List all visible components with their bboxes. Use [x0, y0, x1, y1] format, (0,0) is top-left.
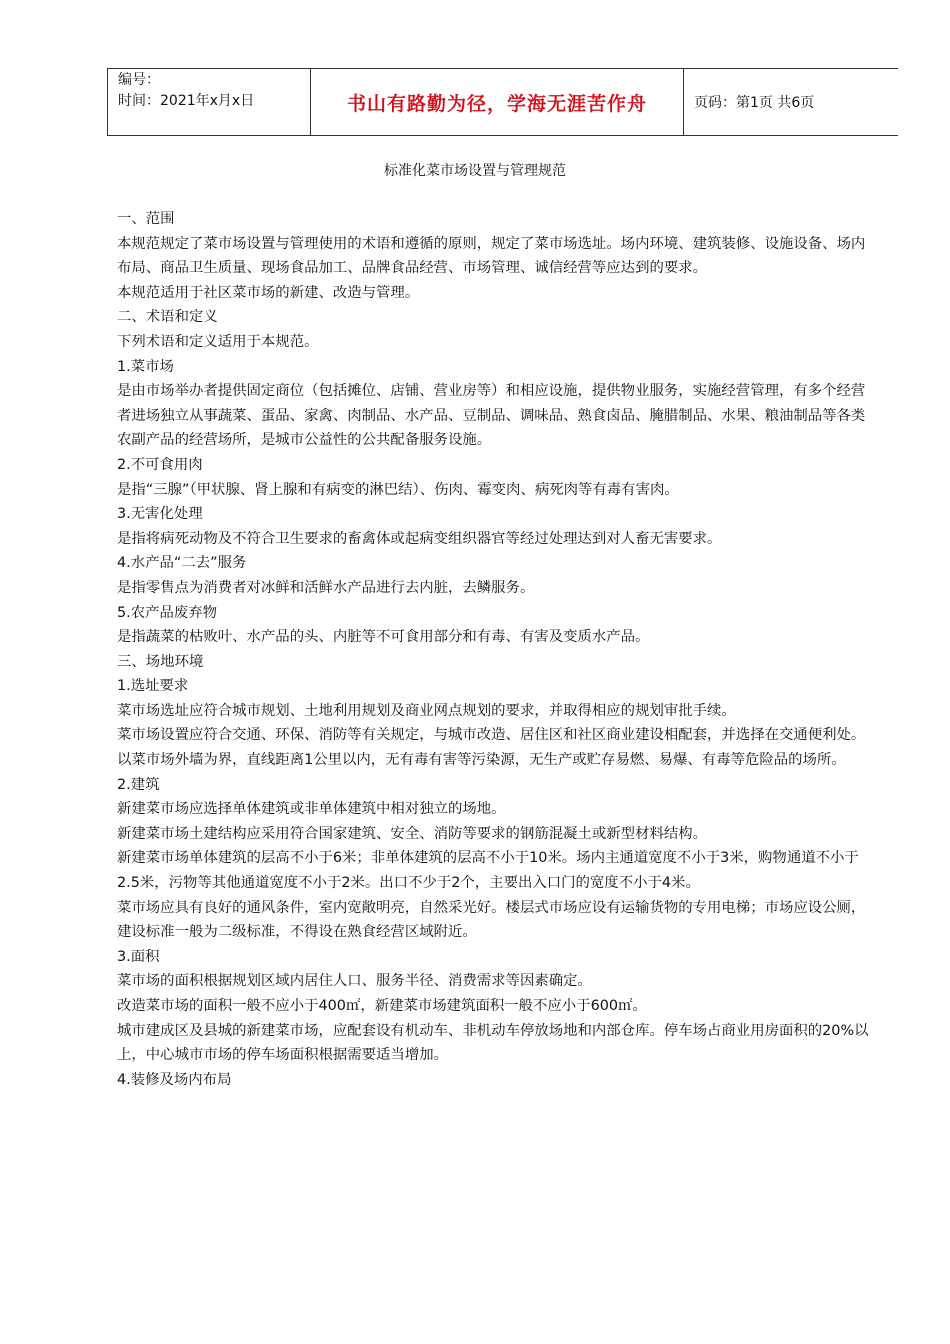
paragraph: 一、范围	[117, 211, 175, 227]
paragraph: 是由市场举办者提供固定商位（包括摊位、店铺、营业房等）和相应设施，提供物业服务，实施经营管理，有多个经营者进场独立从事蔬菜、蛋品、家禽、肉制品、水产品、豆制品、调味品、熟食卤品、腌腊制品、水果、粮油制品等各类农副产品的经营场所，是城市公益性的公共配备服务设施。	[117, 383, 866, 449]
paragraph: 新建菜市场土建结构应采用符合国家建筑、安全、消防等要求的钢筋混凝土或新型材料结构。	[117, 825, 708, 842]
paragraph: 本规范规定了菜市场设置与管理使用的术语和遵循的原则，规定了菜市场选址。场内环境、建筑装修、设施设备、场内布局、商品卫生质量、现场食品加工、品牌食品经营、市场管理、诚信经营等应达到的要求。	[117, 235, 866, 277]
paragraph: 2.不可食用肉	[117, 456, 203, 473]
paragraph: 城市建成区及县城的新建菜市场，应配套设有机动车、非机动车停放场地和内部仓库。停车场占商业用房面积的20%以上，中心城市市场的停车场面积根据需要适当增加。	[117, 1022, 869, 1064]
paragraph: 菜市场的面积根据规划区域内居住人口、服务半径、消费需求等因素确定。	[117, 973, 592, 990]
paragraph: 改造菜市场的面积一般不应小于400㎡，新建菜市场建筑面积一般不应小于600㎡。	[117, 998, 647, 1014]
header-page-cell	[684, 69, 898, 135]
paragraph: 是指“三腺”（甲状腺、肾上腺和有病变的淋巴结）、伤肉、霉变肉、病死肉等有毒有害肉。	[117, 481, 679, 498]
number-label: 编号：	[118, 72, 160, 88]
header-meta-cell	[108, 69, 311, 135]
paragraph: 三、场地环境	[117, 653, 204, 670]
paragraph: 1.选址要求	[117, 678, 189, 695]
paragraph: 4.水产品“二去”服务	[117, 555, 247, 572]
paragraph: 菜市场应具有良好的通风条件，室内宽敞明亮，自然采光好。楼层式市场应设有运输货物的专用电梯；市场应设公厕，建设标准一般为二级标准，不得设在熟食经营区域附近。	[117, 899, 866, 941]
paragraph: 是指零售点为消费者对冰鲜和活鲜水产品进行去内脏，去鳞服务。	[117, 579, 535, 596]
motto: 书山有路勤为径，学海无涯苦作舟	[346, 92, 647, 115]
paragraph: 下列术语和定义适用于本规范。	[117, 333, 319, 350]
paragraph: 新建菜市场应选择单体建筑或非单体建筑中相对独立的场地。	[117, 801, 506, 818]
paragraph: 4.装修及场内布局	[117, 1071, 232, 1088]
paragraph: 菜市场选址应符合城市规划、土地利用规划及商业网点规划的要求，并取得相应的规划审批手续。	[117, 702, 736, 719]
paragraph: 新建菜市场单体建筑的层高不小于6米；非单体建筑的层高不小于10米。场内主通道宽度不小于3米，购物通道不小于2.5米，污物等其他通道宽度不小于2米。出口不少于2个，主要出入口门的宽度不小于4米。	[117, 850, 859, 892]
paragraph: 3.面积	[117, 948, 160, 965]
paragraph: 二、术语和定义	[117, 309, 218, 326]
document-title: 标准化菜市场设置与管理规范	[384, 163, 566, 179]
paragraph: 是指蔬菜的枯败叶、水产品的头、内脏等不可食用部分和有毒、有害及变质水产品。	[117, 629, 650, 646]
paragraph: 是指将病死动物及不符合卫生要求的畜禽体或起病变组织器官等经过处理达到对人畜无害要求。	[117, 530, 722, 547]
paragraph: 5.农产品废弃物	[117, 604, 218, 621]
paragraph: 本规范适用于社区菜市场的新建、改造与管理。	[117, 284, 420, 301]
paragraph: 1.菜市场	[117, 358, 174, 375]
page-info: 页码：第1页 共6页	[694, 95, 815, 111]
header-motto-cell	[311, 69, 684, 135]
paragraph: 2.建筑	[117, 776, 160, 793]
paragraph: 以菜市场外墙为界，直线距离1公里以内，无有毒有害等污染源，无生产或贮存易燃、易爆、有毒等危险品的场所。	[117, 752, 846, 769]
document-body	[117, 207, 869, 1092]
date-label: 时间：2021年x月x日	[118, 93, 255, 109]
header-table	[107, 68, 898, 136]
paragraph: 3.无害化处理	[117, 506, 203, 523]
paragraph: 菜市场设置应符合交通、环保、消防等有关规定，与城市改造、居住区和社区商业建设相配套，并选择在交通便利处。	[117, 727, 866, 744]
